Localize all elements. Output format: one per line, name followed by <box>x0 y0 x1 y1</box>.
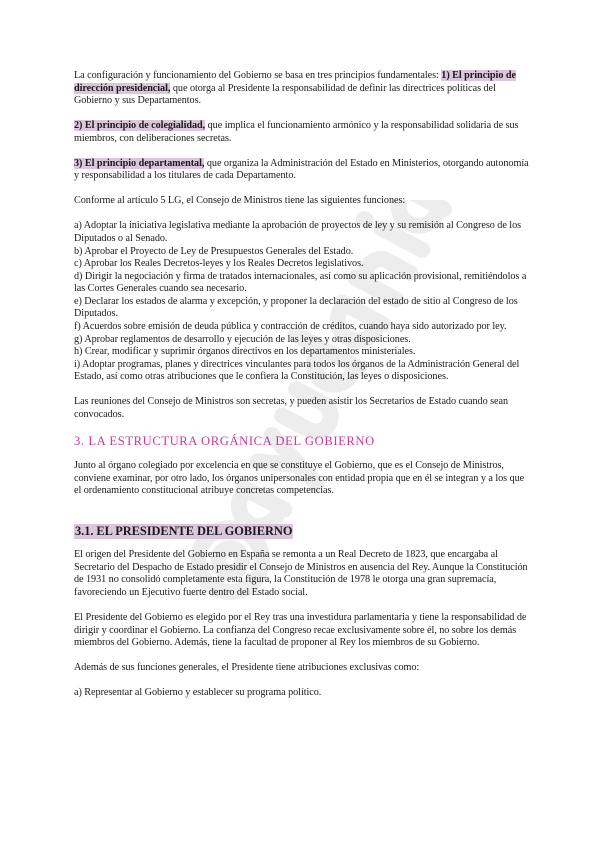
function-item-e: e) Declarar los estados de alarma y excepción, y proponer la declaración del estado de sitio al Congreso de los Diputados. <box>74 295 518 320</box>
section-3-heading: 3. LA ESTRUCTURA ORGÁNICA DEL GOBIERNO <box>74 434 375 448</box>
section-3-body: Junto al órgano colegiado por excelencia en que se constituye el Gobierno, que es el Consejo de Ministros, conviene examinar, por otro lado, los órganos unipersonales con entidad propia que en él se integran y a los que el ordenamiento constitucional atribuye concretas competencias. <box>74 460 525 497</box>
intro-text-after: que otorga al Presidente la responsabilidad de definir las directrices políticas del Gobierno y sus Departamentos. <box>74 82 496 107</box>
function-item-h: h) Crear, modificar y suprimir órganos directivos en los departamentos ministeriales. <box>74 346 416 358</box>
function-item-f: f) Acuerdos sobre emisión de deuda pública y contracción de créditos, cuando haya sido autorizado por ley. <box>74 321 507 333</box>
principle-2-text: que implica el funcionamiento armónico y la responsabilidad solidaria de sus miembros, con deliberaciones secretas. <box>74 120 519 144</box>
functions-intro: Conforme al artículo 5 LG, el Consejo de Ministros tiene las siguientes funciones: <box>74 195 406 207</box>
principle-3-highlight: 3) El principio departamental, <box>74 157 205 169</box>
function-item-a: a) Adoptar la iniciativa legislativa mediante la aprobación de proyectos de ley y su remisión al Congreso de los Diputados o al Senado. <box>74 220 522 244</box>
function-item-i: i) Adoptar programas, planes y directrices vinculantes para todos los órganos de la Administración General del Estado, así como otras atribuciones que le confiera la Constitución, las leyes o disposiciones. <box>74 358 520 383</box>
function-item-b: b) Aprobar el Proyecto de Ley de Presupuestos Generales del Estado. <box>74 245 354 257</box>
functions-list <box>74 220 530 384</box>
document-body <box>74 70 530 712</box>
function-item-d: d) Dirigir la negociación y firma de tratados internacionales, así como su aplicación provisional, remitiéndolos a las Cortes Generales cuando sea necesario. <box>74 270 527 295</box>
section-spacer <box>74 510 530 524</box>
council-meetings-paragraph: Las reuniones del Consejo de Ministros son secretas, y pueden asistir los Secretarios de Estado cuando sean convocados. <box>74 396 509 421</box>
principle-3-paragraph <box>74 158 530 183</box>
principle-1-highlight: 1) El principio de dirección presidencial, <box>74 70 516 94</box>
president-attribution-a: a) Representar al Gobierno y establecer su programa político. <box>74 687 322 699</box>
function-item-g: g) Aprobar reglamentos de desarrollo y ejecución de las leyes y otras disposiciones. <box>74 333 411 345</box>
principle-3-text: que organiza la Administración del Estado en Ministerios, otorgando autonomía y responsabilidad a los titulares de cada Departamento. <box>74 157 529 182</box>
president-attributions-intro: Además de sus funciones generales, el Presidente tiene atribuciones exclusivas como: <box>74 662 420 674</box>
president-election-paragraph: El Presidente del Gobierno es elegido por el Rey tras una investidura parlamentaria y tiene la responsabilidad de dirigir y coordinar el Gobierno. La confianza del Congreso recae exclusivamente sobre él, no sobre los demás miembros del Gobierno. Además, tiene la facultad de proponer al Rey los miembros de su Gobierno. <box>74 611 527 649</box>
section-3-1-heading: 3.1. EL PRESIDENTE DEL GOBIERNO <box>75 524 293 539</box>
principle-2-paragraph <box>74 120 530 145</box>
function-item-c: c) Aprobar los Reales Decretos-leyes y los Reales Decretos legislativos. <box>74 258 364 270</box>
intro-paragraph <box>74 70 530 108</box>
intro-text-before: La configuración y funcionamiento del Gobierno se basa en tres principios fundamentales: <box>74 70 442 81</box>
principle-2-highlight: 2) El principio de colegialidad, <box>74 120 206 132</box>
president-origin-paragraph: El origen del Presidente del Gobierno en España se remonta a un Real Decreto de 1823, que encargaba al Secretario del Despacho de Estado presidir el Consejo de Ministros en ausencia del Rey. Aunque la Constitución de 1931 no consolidó completamente esta figura, la Constitución de 1978 le otorga una gran supremacía, favoreciendo un Ejecutivo fuerte dentro del Estado social. <box>74 549 528 598</box>
